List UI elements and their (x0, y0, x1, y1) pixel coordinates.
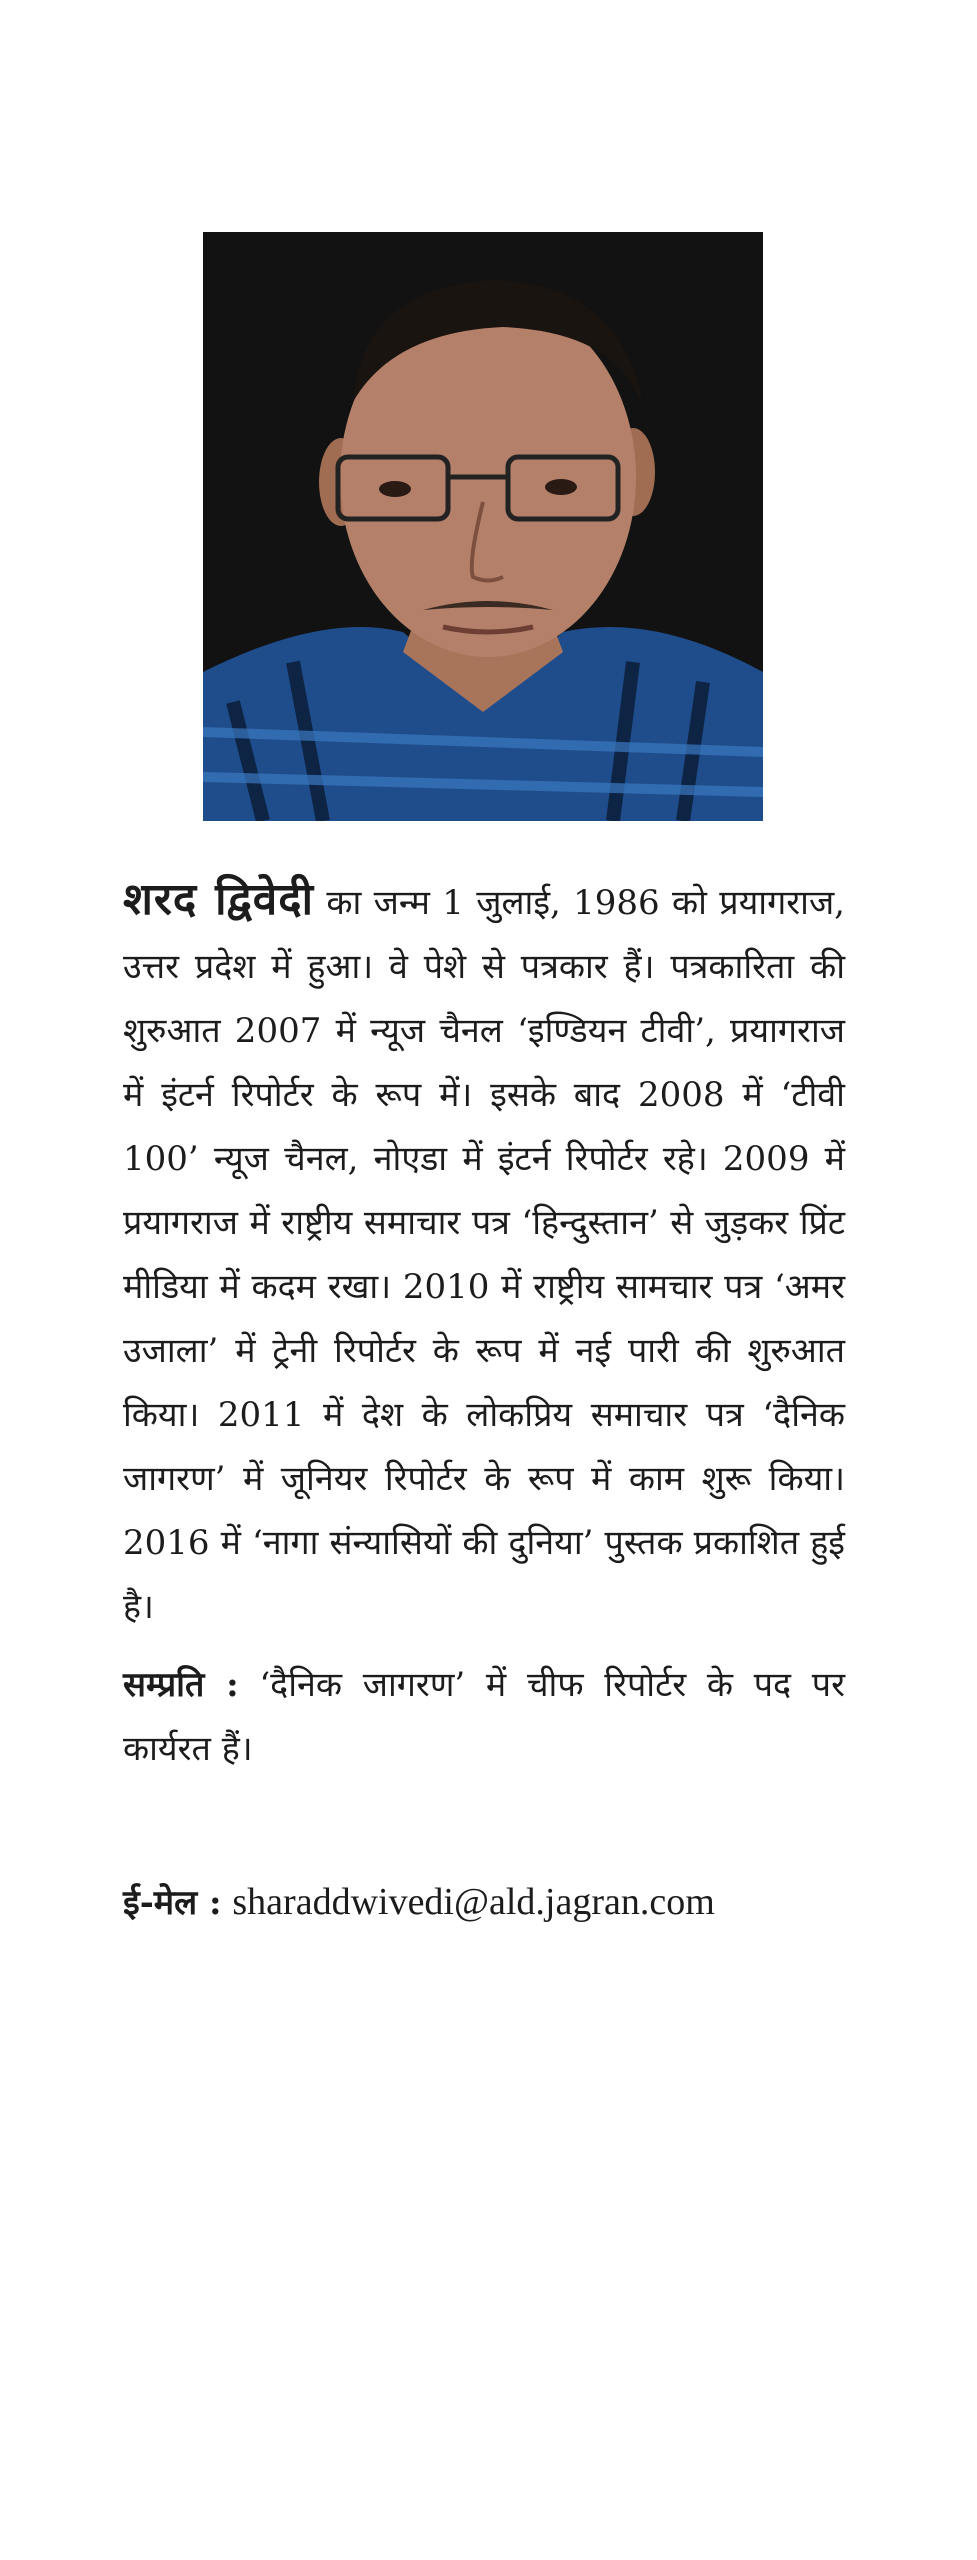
author-portrait-icon (203, 232, 763, 821)
email-line (123, 1878, 715, 1924)
current-position-text: ‘दैनिक जागरण’ में चीफ रिपोर्टर के पद पर कार्यरत हैं। (123, 1665, 845, 1769)
email-address: sharaddwivedi@ald.jagran.com (232, 1881, 715, 1923)
current-position-label: सम्प्रति : (123, 1665, 239, 1705)
author-photo (203, 232, 763, 821)
current-position (123, 1653, 845, 1781)
author-name: शरद द्विवेदी (123, 874, 315, 925)
email-label: ई-मेल : (123, 1883, 222, 1923)
bio-paragraph (123, 868, 845, 1639)
bio-body: का जन्म 1 जुलाई, 1986 को प्रयागराज, उत्तर प्रदेश में हुआ। वे पेशे से पत्रकार हैं। पत्रकारिता की शुरुआत 2007 में न्यूज चैनल ‘इण्डियन टीवी’, प्रयागराज में इंटर्न रिपोर्टर के रूप में। इसके बाद 2008 में ‘टीवी 100’ न्यूज चैनल, नोएडा में इंटर्न रिपोर्टर रहे। 2009 में प्रयागराज में राष्ट्रीय समाचार पत्र ‘हिन्दुस्तान’ से जुड़कर प्रिंट मीडिया में कदम रखा। 2010 में राष्ट्रीय सामचार पत्र ‘अमर उजाला’ में ट्रेनी रिपोर्टर के रूप में नई पारी की शुरुआत किया। 2011 में देश के लोकप्रिय समाचार पत्र ‘दैनिक जागरण’ में जूनियर रिपोर्टर के रूप में काम शुरू किया। 2016 में ‘नागा संन्यासियों की दुनिया’ पुस्तक प्रकाशित हुई है। (123, 883, 845, 1627)
bio-text (123, 868, 845, 1781)
